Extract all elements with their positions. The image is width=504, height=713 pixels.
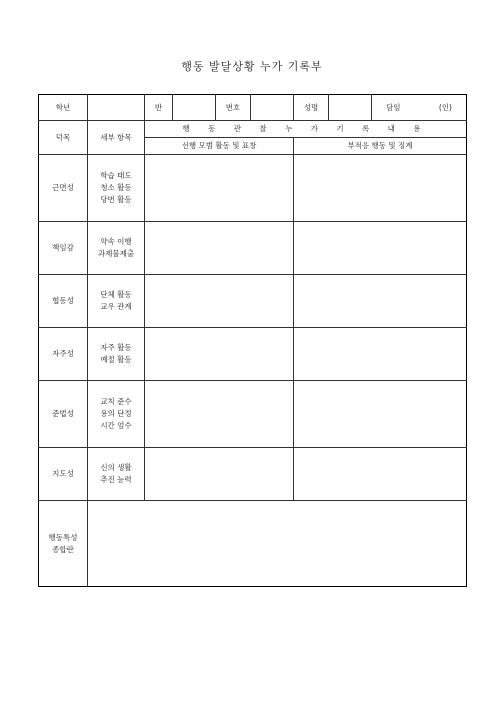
virtue-cell: 협동성 bbox=[39, 275, 88, 328]
detail-item: 교칙 준수 bbox=[100, 397, 132, 406]
column-header-row bbox=[39, 121, 467, 138]
page-title: 행동 발달상황 누가 기록부 bbox=[181, 60, 323, 73]
seal-label: (인) bbox=[438, 102, 452, 112]
detail-items bbox=[88, 381, 145, 448]
name-label: 성명 bbox=[294, 95, 329, 121]
record-row bbox=[39, 222, 467, 275]
detail-item: 약속 이행 bbox=[100, 237, 132, 246]
negative-entry[interactable] bbox=[294, 381, 467, 448]
grade-label: 학년 bbox=[39, 95, 88, 121]
record-row bbox=[39, 381, 467, 448]
virtue-cell: 근면성 bbox=[39, 155, 88, 222]
positive-header: 선행 모범 활동 및 표창 bbox=[145, 138, 294, 155]
negative-entry[interactable] bbox=[294, 222, 467, 275]
detail-items bbox=[88, 448, 145, 501]
detail-item: 시간 엄수 bbox=[100, 421, 132, 430]
virtue-header: 덕목 bbox=[39, 121, 88, 155]
negative-header: 부적응 행동 및 징계 bbox=[294, 138, 467, 155]
detail-item: 단체 활동 bbox=[100, 290, 132, 299]
teacher-cell[interactable] bbox=[372, 95, 467, 121]
detail-item: 용의 단정 bbox=[100, 409, 132, 418]
record-row bbox=[39, 275, 467, 328]
detail-items bbox=[88, 222, 145, 275]
detail-item: 과제물제출 bbox=[97, 249, 135, 258]
detail-header: 세부 항목 bbox=[88, 121, 145, 155]
detail-item: 자주 활동 bbox=[100, 343, 132, 352]
detail-item: 학습 태도 bbox=[100, 171, 132, 180]
detail-item: 청소 활동 bbox=[100, 183, 132, 192]
virtue-cell: 지도성 bbox=[39, 448, 88, 501]
summary-row bbox=[39, 501, 467, 587]
detail-items bbox=[88, 155, 145, 222]
summary-label-line: 행동특성 bbox=[48, 532, 78, 542]
record-row bbox=[39, 328, 467, 381]
summary-entry[interactable] bbox=[88, 501, 467, 587]
record-row bbox=[39, 155, 467, 222]
detail-item: 당번 활동 bbox=[100, 195, 132, 204]
negative-entry[interactable] bbox=[294, 448, 467, 501]
grade-field[interactable] bbox=[88, 95, 145, 121]
positive-entry[interactable] bbox=[145, 328, 294, 381]
teacher-label: 담임 bbox=[386, 102, 401, 112]
record-row bbox=[39, 448, 467, 501]
name-field[interactable] bbox=[329, 95, 372, 121]
virtue-cell: 준법성 bbox=[39, 381, 88, 448]
positive-entry[interactable] bbox=[145, 155, 294, 222]
negative-entry[interactable] bbox=[294, 275, 467, 328]
negative-entry[interactable] bbox=[294, 328, 467, 381]
positive-entry[interactable] bbox=[145, 448, 294, 501]
positive-entry[interactable] bbox=[145, 275, 294, 328]
summary-label bbox=[39, 501, 88, 587]
positive-entry[interactable] bbox=[145, 222, 294, 275]
negative-entry[interactable] bbox=[294, 155, 467, 222]
number-field[interactable] bbox=[251, 95, 294, 121]
detail-items bbox=[88, 328, 145, 381]
virtue-cell: 책임감 bbox=[39, 222, 88, 275]
virtue-cell: 자주성 bbox=[39, 328, 88, 381]
observation-header: 행 동 관 찰 누 가 기 록 내 용 bbox=[145, 121, 467, 138]
student-info-row bbox=[39, 95, 467, 121]
detail-item: 교우 관계 bbox=[100, 302, 132, 311]
positive-entry[interactable] bbox=[145, 381, 294, 448]
summary-label-line: 종합란 bbox=[52, 544, 74, 554]
detail-item: 예절 활동 bbox=[100, 355, 132, 364]
detail-items bbox=[88, 275, 145, 328]
class-field[interactable] bbox=[173, 95, 216, 121]
detail-item: 추진 능력 bbox=[100, 475, 132, 484]
class-label: 반 bbox=[145, 95, 173, 121]
detail-item: 신의 생활 bbox=[100, 463, 132, 472]
number-label: 번호 bbox=[216, 95, 251, 121]
behavior-record-table bbox=[38, 94, 467, 587]
